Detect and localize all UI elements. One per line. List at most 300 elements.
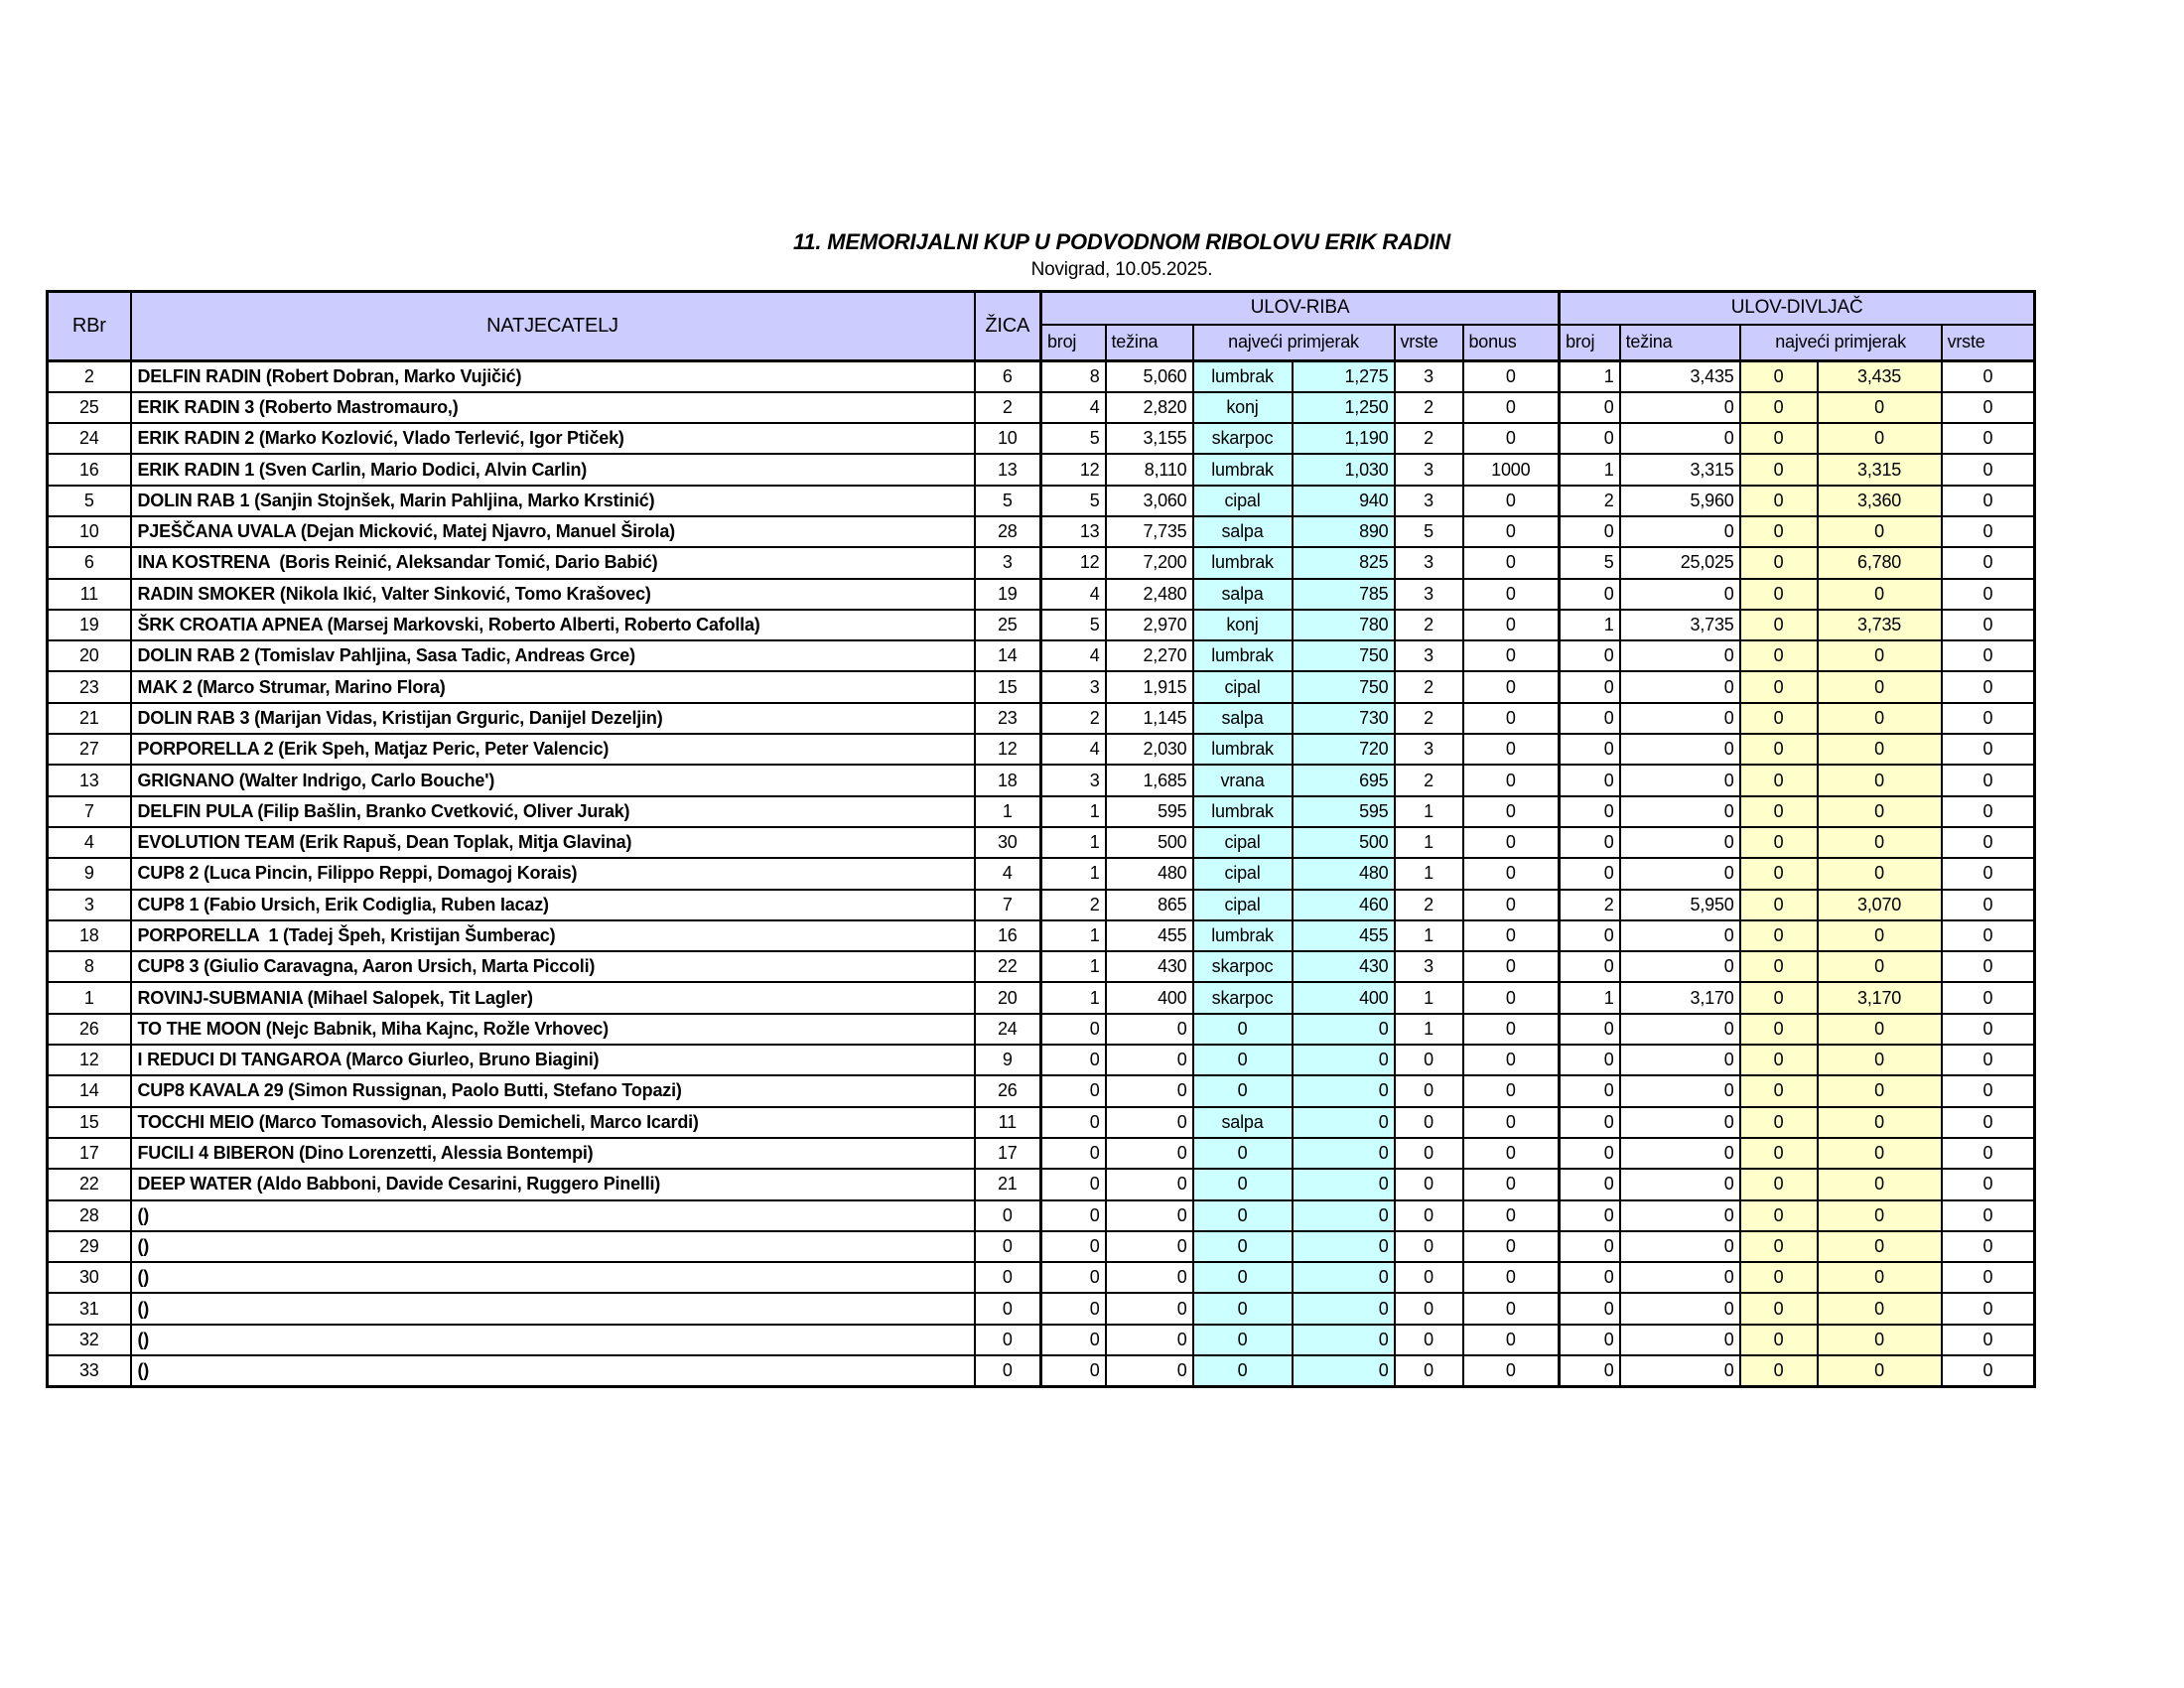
cell-divljac-najveci-2: 3,435 xyxy=(1818,361,1942,392)
cell-riba-tezina: 0 xyxy=(1106,1200,1193,1231)
cell-riba-vrste: 0 xyxy=(1395,1169,1463,1199)
cell-riba-broj: 0 xyxy=(1041,1075,1106,1106)
cell-riba-tezina: 0 xyxy=(1106,1231,1193,1262)
table-row xyxy=(48,920,2035,951)
table-row xyxy=(48,1014,2035,1045)
cell-divljac-najveci-1: 0 xyxy=(1740,516,1818,547)
cell-divljac-vrste: 0 xyxy=(1942,671,2035,702)
cell-zica: 6 xyxy=(975,361,1041,392)
cell-divljac-najveci-1: 0 xyxy=(1740,1075,1818,1106)
cell-riba-broj: 0 xyxy=(1041,1045,1106,1075)
cell-zica: 1 xyxy=(975,796,1041,827)
cell-zica: 15 xyxy=(975,671,1041,702)
cell-divljac-najveci-2: 0 xyxy=(1818,734,1942,765)
cell-riba-tezina: 430 xyxy=(1106,951,1193,982)
cell-divljac-broj: 0 xyxy=(1560,951,1620,982)
cell-divljac-najveci-1: 0 xyxy=(1740,1325,1818,1355)
cell-zica: 4 xyxy=(975,858,1041,889)
table-row xyxy=(48,827,2035,858)
cell-riba-najveci-tezina: 0 xyxy=(1293,1262,1395,1293)
cell-rbr: 3 xyxy=(48,890,131,920)
cell-rbr: 18 xyxy=(48,920,131,951)
cell-rbr: 4 xyxy=(48,827,131,858)
cell-riba-bonus: 0 xyxy=(1463,920,1560,951)
header-group-row xyxy=(48,292,2035,325)
cell-rbr: 22 xyxy=(48,1169,131,1199)
table-row xyxy=(48,1262,2035,1293)
cell-divljac-najveci-1: 0 xyxy=(1740,1355,1818,1386)
cell-divljac-tezina: 3,170 xyxy=(1620,982,1740,1013)
cell-riba-tezina: 7,200 xyxy=(1106,547,1193,578)
cell-divljac-tezina: 0 xyxy=(1620,1355,1740,1386)
cell-divljac-najveci-2: 0 xyxy=(1818,1107,1942,1138)
cell-divljac-najveci-1: 0 xyxy=(1740,920,1818,951)
cell-riba-najveci-tezina: 0 xyxy=(1293,1107,1395,1138)
cell-riba-bonus: 0 xyxy=(1463,1138,1560,1169)
cell-riba-najveci-vrsta: salpa xyxy=(1193,1107,1293,1138)
cell-divljac-vrste: 0 xyxy=(1942,703,2035,734)
cell-divljac-najveci-2: 6,780 xyxy=(1818,547,1942,578)
cell-riba-vrste: 3 xyxy=(1395,579,1463,610)
cell-divljac-broj: 5 xyxy=(1560,547,1620,578)
cell-divljac-broj: 0 xyxy=(1560,1262,1620,1293)
results-table xyxy=(46,290,2036,1388)
table-row xyxy=(48,1169,2035,1199)
cell-riba-tezina: 0 xyxy=(1106,1169,1193,1199)
cell-riba-najveci-tezina: 730 xyxy=(1293,703,1395,734)
cell-divljac-vrste: 0 xyxy=(1942,1355,2035,1386)
cell-riba-bonus: 0 xyxy=(1463,361,1560,392)
cell-zica: 19 xyxy=(975,579,1041,610)
cell-riba-broj: 2 xyxy=(1041,890,1106,920)
cell-riba-broj: 1 xyxy=(1041,827,1106,858)
cell-riba-najveci-tezina: 0 xyxy=(1293,1169,1395,1199)
table-row xyxy=(48,547,2035,578)
cell-rbr: 7 xyxy=(48,796,131,827)
cell-zica: 13 xyxy=(975,454,1041,485)
table-row xyxy=(48,516,2035,547)
cell-divljac-najveci-2: 0 xyxy=(1818,1355,1942,1386)
cell-divljac-najveci-1: 0 xyxy=(1740,858,1818,889)
cell-riba-najveci-vrsta: lumbrak xyxy=(1193,734,1293,765)
cell-riba-bonus: 0 xyxy=(1463,579,1560,610)
cell-riba-najveci-tezina: 430 xyxy=(1293,951,1395,982)
table-row xyxy=(48,671,2035,702)
cell-riba-tezina: 3,060 xyxy=(1106,486,1193,516)
cell-divljac-najveci-1: 0 xyxy=(1740,1293,1818,1324)
cell-team-name: INA KOSTRENA (Boris Reinić, Aleksandar Tomić, Dario Babić) xyxy=(131,547,975,578)
cell-rbr: 2 xyxy=(48,361,131,392)
cell-riba-bonus: 0 xyxy=(1463,765,1560,795)
cell-divljac-vrste: 0 xyxy=(1942,765,2035,795)
cell-riba-broj: 1 xyxy=(1041,951,1106,982)
cell-riba-broj: 5 xyxy=(1041,486,1106,516)
cell-riba-tezina: 1,145 xyxy=(1106,703,1193,734)
cell-riba-broj: 1 xyxy=(1041,858,1106,889)
cell-divljac-vrste: 0 xyxy=(1942,1107,2035,1138)
cell-divljac-tezina: 0 xyxy=(1620,1262,1740,1293)
cell-riba-tezina: 595 xyxy=(1106,796,1193,827)
cell-riba-bonus: 0 xyxy=(1463,827,1560,858)
cell-team-name: () xyxy=(131,1325,975,1355)
table-row xyxy=(48,1045,2035,1075)
cell-riba-bonus: 0 xyxy=(1463,1014,1560,1045)
cell-divljac-vrste: 0 xyxy=(1942,1138,2035,1169)
cell-riba-tezina: 455 xyxy=(1106,920,1193,951)
cell-riba-najveci-vrsta: skarpoc xyxy=(1193,951,1293,982)
cell-riba-bonus: 0 xyxy=(1463,610,1560,640)
cell-riba-najveci-tezina: 940 xyxy=(1293,486,1395,516)
cell-riba-bonus: 0 xyxy=(1463,516,1560,547)
cell-divljac-najveci-1: 0 xyxy=(1740,734,1818,765)
cell-rbr: 11 xyxy=(48,579,131,610)
cell-riba-broj: 5 xyxy=(1041,423,1106,454)
cell-riba-najveci-vrsta: salpa xyxy=(1193,579,1293,610)
table-row xyxy=(48,423,2035,454)
cell-riba-broj: 8 xyxy=(1041,361,1106,392)
cell-riba-bonus: 0 xyxy=(1463,1262,1560,1293)
cell-team-name: DELFIN RADIN (Robert Dobran, Marko Vujičić) xyxy=(131,361,975,392)
cell-divljac-tezina: 5,960 xyxy=(1620,486,1740,516)
cell-riba-vrste: 3 xyxy=(1395,640,1463,671)
cell-divljac-broj: 0 xyxy=(1560,1355,1620,1386)
cell-rbr: 15 xyxy=(48,1107,131,1138)
cell-divljac-tezina: 0 xyxy=(1620,796,1740,827)
cell-team-name: CUP8 1 (Fabio Ursich, Erik Codiglia, Ruben Iacaz) xyxy=(131,890,975,920)
cell-divljac-vrste: 0 xyxy=(1942,516,2035,547)
cell-riba-najveci-vrsta: salpa xyxy=(1193,703,1293,734)
cell-divljac-broj: 0 xyxy=(1560,734,1620,765)
cell-divljac-vrste: 0 xyxy=(1942,454,2035,485)
cell-rbr: 20 xyxy=(48,640,131,671)
cell-riba-najveci-tezina: 750 xyxy=(1293,640,1395,671)
cell-riba-vrste: 0 xyxy=(1395,1200,1463,1231)
cell-divljac-najveci-1: 0 xyxy=(1740,640,1818,671)
cell-divljac-vrste: 0 xyxy=(1942,1293,2035,1324)
cell-divljac-broj: 0 xyxy=(1560,858,1620,889)
cell-rbr: 21 xyxy=(48,703,131,734)
cell-riba-tezina: 480 xyxy=(1106,858,1193,889)
cell-divljac-vrste: 0 xyxy=(1942,982,2035,1013)
cell-zica: 0 xyxy=(975,1355,1041,1386)
cell-riba-najveci-tezina: 1,190 xyxy=(1293,423,1395,454)
cell-riba-najveci-tezina: 0 xyxy=(1293,1075,1395,1106)
cell-divljac-najveci-2: 0 xyxy=(1818,516,1942,547)
cell-divljac-najveci-1: 0 xyxy=(1740,1231,1818,1262)
cell-divljac-najveci-2: 3,315 xyxy=(1818,454,1942,485)
cell-divljac-najveci-2: 0 xyxy=(1818,1045,1942,1075)
cell-team-name: DOLIN RAB 2 (Tomislav Pahljina, Sasa Tadic, Andreas Grce) xyxy=(131,640,975,671)
cell-divljac-najveci-1: 0 xyxy=(1740,579,1818,610)
cell-riba-tezina: 7,735 xyxy=(1106,516,1193,547)
cell-riba-tezina: 3,155 xyxy=(1106,423,1193,454)
cell-zica: 25 xyxy=(975,610,1041,640)
cell-divljac-broj: 2 xyxy=(1560,890,1620,920)
table-row xyxy=(48,454,2035,485)
cell-rbr: 10 xyxy=(48,516,131,547)
cell-riba-najveci-tezina: 1,275 xyxy=(1293,361,1395,392)
cell-riba-tezina: 865 xyxy=(1106,890,1193,920)
cell-team-name: () xyxy=(131,1231,975,1262)
cell-riba-najveci-tezina: 500 xyxy=(1293,827,1395,858)
table-row xyxy=(48,392,2035,423)
header-riba-bonus: bonus xyxy=(1463,325,1560,361)
cell-riba-broj: 0 xyxy=(1041,1262,1106,1293)
cell-team-name: ERIK RADIN 1 (Sven Carlin, Mario Dodici, Alvin Carlin) xyxy=(131,454,975,485)
cell-riba-najveci-tezina: 0 xyxy=(1293,1014,1395,1045)
table-row xyxy=(48,361,2035,392)
cell-divljac-najveci-2: 0 xyxy=(1818,1325,1942,1355)
cell-team-name: MAK 2 (Marco Strumar, Marino Flora) xyxy=(131,671,975,702)
cell-divljac-najveci-2: 3,170 xyxy=(1818,982,1942,1013)
cell-riba-broj: 2 xyxy=(1041,703,1106,734)
cell-team-name: ROVINJ-SUBMANIA (Mihael Salopek, Tit Lagler) xyxy=(131,982,975,1013)
cell-divljac-vrste: 0 xyxy=(1942,734,2035,765)
cell-divljac-tezina: 5,950 xyxy=(1620,890,1740,920)
cell-riba-najveci-tezina: 785 xyxy=(1293,579,1395,610)
cell-rbr: 33 xyxy=(48,1355,131,1386)
cell-divljac-broj: 0 xyxy=(1560,640,1620,671)
cell-riba-najveci-vrsta: 0 xyxy=(1193,1075,1293,1106)
cell-team-name: ERIK RADIN 2 (Marko Kozlović, Vlado Terlević, Igor Ptiček) xyxy=(131,423,975,454)
cell-riba-najveci-vrsta: konj xyxy=(1193,392,1293,423)
cell-riba-najveci-vrsta: lumbrak xyxy=(1193,454,1293,485)
cell-divljac-najveci-1: 0 xyxy=(1740,547,1818,578)
table-row xyxy=(48,640,2035,671)
cell-riba-najveci-tezina: 780 xyxy=(1293,610,1395,640)
cell-zica: 16 xyxy=(975,920,1041,951)
cell-team-name: PJEŠČANA UVALA (Dejan Micković, Matej Njavro, Manuel Širola) xyxy=(131,516,975,547)
cell-divljac-najveci-1: 0 xyxy=(1740,671,1818,702)
cell-zica: 24 xyxy=(975,1014,1041,1045)
cell-riba-vrste: 3 xyxy=(1395,734,1463,765)
cell-divljac-vrste: 0 xyxy=(1942,1014,2035,1045)
cell-divljac-tezina: 0 xyxy=(1620,1138,1740,1169)
cell-rbr: 24 xyxy=(48,423,131,454)
cell-team-name: DELFIN PULA (Filip Bašlin, Branko Cvetković, Oliver Jurak) xyxy=(131,796,975,827)
cell-zica: 14 xyxy=(975,640,1041,671)
cell-divljac-broj: 0 xyxy=(1560,671,1620,702)
cell-riba-vrste: 3 xyxy=(1395,547,1463,578)
cell-team-name: () xyxy=(131,1355,975,1386)
cell-rbr: 19 xyxy=(48,610,131,640)
table-row xyxy=(48,579,2035,610)
cell-team-name: ŠRK CROATIA APNEA (Marsej Markovski, Roberto Alberti, Roberto Cafolla) xyxy=(131,610,975,640)
cell-riba-bonus: 0 xyxy=(1463,1200,1560,1231)
cell-riba-tezina: 0 xyxy=(1106,1014,1193,1045)
cell-riba-najveci-vrsta: skarpoc xyxy=(1193,982,1293,1013)
cell-riba-broj: 1 xyxy=(1041,796,1106,827)
cell-team-name: PORPORELLA 1 (Tadej Špeh, Kristijan Šumberac) xyxy=(131,920,975,951)
cell-divljac-najveci-2: 0 xyxy=(1818,423,1942,454)
cell-divljac-vrste: 0 xyxy=(1942,610,2035,640)
cell-divljac-najveci-1: 0 xyxy=(1740,486,1818,516)
cell-divljac-najveci-2: 3,735 xyxy=(1818,610,1942,640)
header-riba-tezina: težina xyxy=(1106,325,1193,361)
cell-riba-broj: 0 xyxy=(1041,1325,1106,1355)
cell-divljac-najveci-1: 0 xyxy=(1740,1138,1818,1169)
cell-team-name: ERIK RADIN 3 (Roberto Mastromauro,) xyxy=(131,392,975,423)
cell-rbr: 27 xyxy=(48,734,131,765)
cell-divljac-broj: 0 xyxy=(1560,516,1620,547)
cell-riba-najveci-vrsta: lumbrak xyxy=(1193,361,1293,392)
cell-divljac-najveci-2: 0 xyxy=(1818,858,1942,889)
cell-divljac-broj: 0 xyxy=(1560,1231,1620,1262)
cell-riba-najveci-vrsta: konj xyxy=(1193,610,1293,640)
cell-zica: 23 xyxy=(975,703,1041,734)
header-riba-najveci-primjerak: najveći primjerak xyxy=(1193,325,1395,361)
cell-team-name: () xyxy=(131,1293,975,1324)
table-row xyxy=(48,1325,2035,1355)
cell-divljac-najveci-2: 0 xyxy=(1818,392,1942,423)
cell-divljac-vrste: 0 xyxy=(1942,1325,2035,1355)
header-riba-vrste: vrste xyxy=(1395,325,1463,361)
cell-rbr: 28 xyxy=(48,1200,131,1231)
cell-divljac-najveci-2: 0 xyxy=(1818,1293,1942,1324)
cell-divljac-vrste: 0 xyxy=(1942,827,2035,858)
cell-zica: 21 xyxy=(975,1169,1041,1199)
cell-team-name: GRIGNANO (Walter Indrigo, Carlo Bouche') xyxy=(131,765,975,795)
cell-divljac-najveci-2: 0 xyxy=(1818,640,1942,671)
cell-riba-tezina: 0 xyxy=(1106,1355,1193,1386)
cell-riba-tezina: 0 xyxy=(1106,1138,1193,1169)
cell-divljac-tezina: 0 xyxy=(1620,1075,1740,1106)
cell-divljac-vrste: 0 xyxy=(1942,858,2035,889)
cell-divljac-tezina: 0 xyxy=(1620,1231,1740,1262)
cell-riba-bonus: 0 xyxy=(1463,796,1560,827)
cell-divljac-tezina: 0 xyxy=(1620,1200,1740,1231)
cell-riba-broj: 1 xyxy=(1041,982,1106,1013)
cell-team-name: DEEP WATER (Aldo Babboni, Davide Cesarini, Ruggero Pinelli) xyxy=(131,1169,975,1199)
cell-zica: 9 xyxy=(975,1045,1041,1075)
cell-riba-bonus: 1000 xyxy=(1463,454,1560,485)
cell-divljac-najveci-1: 0 xyxy=(1740,392,1818,423)
cell-riba-najveci-vrsta: lumbrak xyxy=(1193,796,1293,827)
cell-zica: 0 xyxy=(975,1200,1041,1231)
cell-divljac-tezina: 0 xyxy=(1620,920,1740,951)
cell-divljac-najveci-1: 0 xyxy=(1740,703,1818,734)
cell-riba-broj: 5 xyxy=(1041,610,1106,640)
cell-zica: 0 xyxy=(975,1325,1041,1355)
cell-riba-broj: 12 xyxy=(1041,547,1106,578)
table-row xyxy=(48,1107,2035,1138)
cell-riba-najveci-vrsta: cipal xyxy=(1193,486,1293,516)
cell-team-name: FUCILI 4 BIBERON (Dino Lorenzetti, Alessia Bontempi) xyxy=(131,1138,975,1169)
cell-riba-vrste: 2 xyxy=(1395,423,1463,454)
cell-riba-bonus: 0 xyxy=(1463,547,1560,578)
cell-divljac-najveci-1: 0 xyxy=(1740,1262,1818,1293)
cell-rbr: 12 xyxy=(48,1045,131,1075)
cell-zica: 0 xyxy=(975,1231,1041,1262)
cell-riba-broj: 0 xyxy=(1041,1355,1106,1386)
cell-team-name: CUP8 KAVALA 29 (Simon Russignan, Paolo Butti, Stefano Topazi) xyxy=(131,1075,975,1106)
cell-riba-broj: 4 xyxy=(1041,579,1106,610)
cell-divljac-vrste: 0 xyxy=(1942,1075,2035,1106)
cell-riba-najveci-tezina: 0 xyxy=(1293,1293,1395,1324)
cell-riba-bonus: 0 xyxy=(1463,858,1560,889)
cell-divljac-broj: 0 xyxy=(1560,765,1620,795)
cell-divljac-vrste: 0 xyxy=(1942,920,2035,951)
cell-divljac-broj: 0 xyxy=(1560,1107,1620,1138)
cell-divljac-najveci-2: 0 xyxy=(1818,1014,1942,1045)
cell-riba-bonus: 0 xyxy=(1463,1325,1560,1355)
cell-riba-broj: 3 xyxy=(1041,671,1106,702)
cell-divljac-broj: 0 xyxy=(1560,423,1620,454)
table-row xyxy=(48,951,2035,982)
cell-divljac-vrste: 0 xyxy=(1942,1200,2035,1231)
cell-riba-bonus: 0 xyxy=(1463,1045,1560,1075)
cell-divljac-najveci-1: 0 xyxy=(1740,1014,1818,1045)
cell-riba-vrste: 0 xyxy=(1395,1293,1463,1324)
cell-divljac-najveci-2: 0 xyxy=(1818,1200,1942,1231)
header-ulov-divljac: ULOV-DIVLJAČ xyxy=(1560,292,2035,325)
cell-rbr: 1 xyxy=(48,982,131,1013)
cell-riba-najveci-tezina: 460 xyxy=(1293,890,1395,920)
cell-riba-najveci-tezina: 825 xyxy=(1293,547,1395,578)
cell-zica: 20 xyxy=(975,982,1041,1013)
table-row xyxy=(48,796,2035,827)
cell-zica: 17 xyxy=(975,1138,1041,1169)
cell-divljac-najveci-1: 0 xyxy=(1740,951,1818,982)
cell-riba-bonus: 0 xyxy=(1463,671,1560,702)
cell-divljac-najveci-2: 0 xyxy=(1818,796,1942,827)
cell-divljac-najveci-1: 0 xyxy=(1740,1107,1818,1138)
cell-riba-vrste: 0 xyxy=(1395,1325,1463,1355)
cell-divljac-broj: 0 xyxy=(1560,1293,1620,1324)
cell-divljac-broj: 0 xyxy=(1560,827,1620,858)
cell-riba-najveci-tezina: 595 xyxy=(1293,796,1395,827)
cell-team-name: CUP8 3 (Giulio Caravagna, Aaron Ursich, Marta Piccoli) xyxy=(131,951,975,982)
cell-riba-najveci-vrsta: lumbrak xyxy=(1193,920,1293,951)
table-row xyxy=(48,486,2035,516)
cell-rbr: 16 xyxy=(48,454,131,485)
cell-riba-najveci-tezina: 0 xyxy=(1293,1325,1395,1355)
cell-riba-tezina: 8,110 xyxy=(1106,454,1193,485)
cell-riba-bonus: 0 xyxy=(1463,423,1560,454)
cell-divljac-tezina: 0 xyxy=(1620,703,1740,734)
cell-riba-najveci-vrsta: skarpoc xyxy=(1193,423,1293,454)
cell-riba-bonus: 0 xyxy=(1463,640,1560,671)
cell-riba-najveci-vrsta: cipal xyxy=(1193,890,1293,920)
cell-riba-broj: 4 xyxy=(1041,392,1106,423)
cell-riba-najveci-tezina: 750 xyxy=(1293,671,1395,702)
cell-divljac-najveci-2: 3,360 xyxy=(1818,486,1942,516)
cell-riba-broj: 0 xyxy=(1041,1169,1106,1199)
cell-zica: 10 xyxy=(975,423,1041,454)
cell-divljac-najveci-2: 0 xyxy=(1818,1075,1942,1106)
cell-divljac-tezina: 0 xyxy=(1620,858,1740,889)
cell-riba-vrste: 1 xyxy=(1395,920,1463,951)
table-row xyxy=(48,1200,2035,1231)
cell-divljac-broj: 0 xyxy=(1560,1325,1620,1355)
cell-divljac-vrste: 0 xyxy=(1942,486,2035,516)
cell-riba-najveci-tezina: 695 xyxy=(1293,765,1395,795)
cell-divljac-najveci-2: 0 xyxy=(1818,951,1942,982)
cell-rbr: 29 xyxy=(48,1231,131,1262)
cell-divljac-vrste: 0 xyxy=(1942,1169,2035,1199)
cell-divljac-broj: 0 xyxy=(1560,1075,1620,1106)
cell-divljac-tezina: 0 xyxy=(1620,951,1740,982)
cell-riba-broj: 4 xyxy=(1041,734,1106,765)
cell-riba-najveci-tezina: 0 xyxy=(1293,1045,1395,1075)
cell-riba-vrste: 0 xyxy=(1395,1045,1463,1075)
cell-riba-najveci-vrsta: 0 xyxy=(1193,1355,1293,1386)
cell-zica: 0 xyxy=(975,1293,1041,1324)
cell-zica: 12 xyxy=(975,734,1041,765)
cell-divljac-vrste: 0 xyxy=(1942,1262,2035,1293)
cell-team-name: EVOLUTION TEAM (Erik Rapuš, Dean Toplak, Mitja Glavina) xyxy=(131,827,975,858)
cell-riba-najveci-vrsta: cipal xyxy=(1193,858,1293,889)
